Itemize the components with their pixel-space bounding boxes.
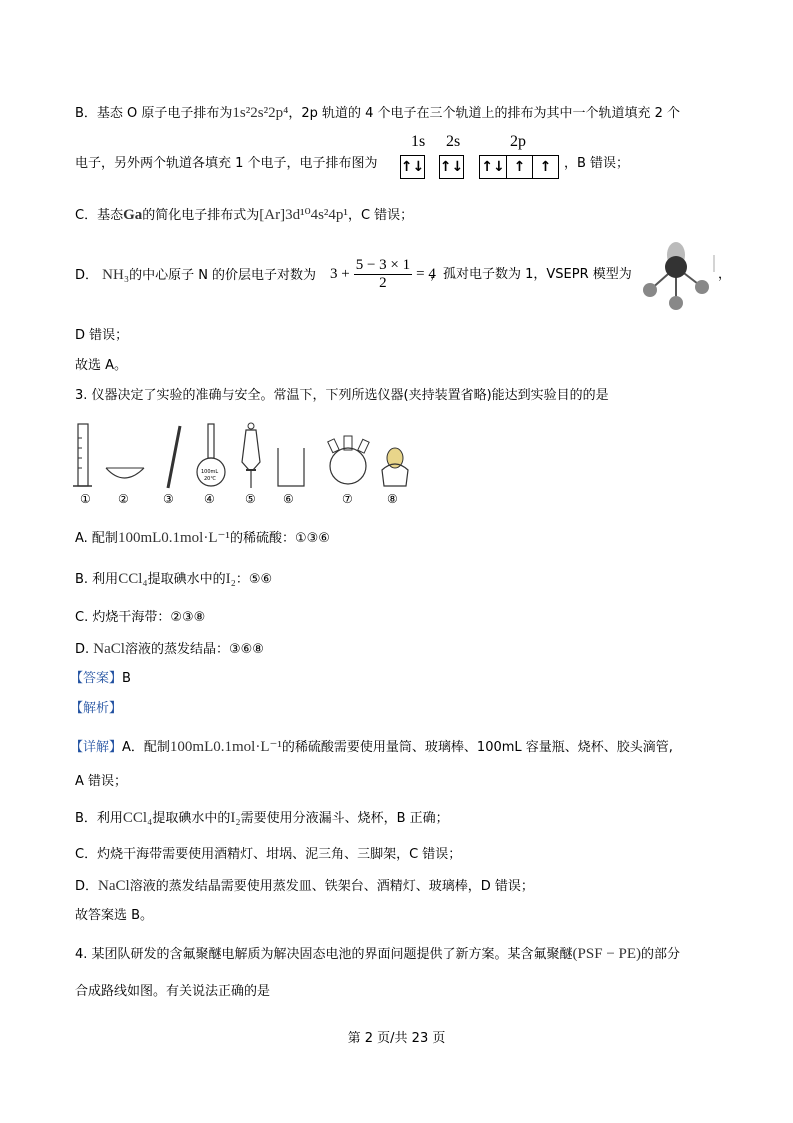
detail-conclusion: 故答案选 B。 — [75, 908, 154, 923]
electron-config: [Ar]3d¹⁰4s²4p¹ — [259, 207, 348, 223]
orbital-label-2s: 2s — [446, 133, 461, 150]
option-d-line-cont — [430, 265, 632, 285]
answer-tag: 【答案】 — [70, 671, 123, 686]
d-wrong: D 错误； — [75, 328, 129, 343]
text: A．配制 — [122, 740, 170, 755]
q3-option-c: C. 灼烧干海带：②③⑧ — [75, 610, 206, 625]
fraction-denominator: 2 — [379, 274, 387, 291]
text: ，B 错误； — [564, 156, 630, 171]
formula: CCl₄ — [122, 810, 153, 826]
formula: I₂ — [230, 810, 241, 826]
valence-expression — [330, 251, 436, 297]
orbital-box-1s — [400, 155, 425, 179]
element-symbol: Ga — [123, 207, 143, 223]
text: 电子，另外两个轨道各填充 1 个电子，电子排布图为 — [75, 156, 378, 171]
orbital-diagram — [398, 133, 568, 183]
q4-line1 — [75, 944, 680, 965]
option-d-comma — [718, 265, 731, 285]
formula: (PSF − PE) — [572, 946, 642, 962]
expr-left: 3 + — [330, 265, 350, 282]
detail-d — [75, 876, 534, 897]
answer-line — [70, 669, 131, 689]
instrument-number: ⑥ — [283, 492, 294, 506]
text: 的稀硫酸需要使用量筒、玻璃棒、100mL 容量瓶、烧杯、胶头滴管, — [281, 740, 673, 755]
text: 的中心原子 N 的价层电子对数为 — [129, 268, 317, 283]
vsepr-model-image — [638, 237, 718, 312]
detail-c: C．灼烧干海带需要使用酒精灯、坩埚、泥三角、三脚架，C 错误； — [75, 847, 462, 862]
answer-value: B — [122, 671, 131, 686]
formula: 100mL0.1mol·L⁻¹ — [169, 739, 282, 755]
detail-a-wrong: A 错误； — [75, 774, 128, 789]
orbital-cell: ↑↓ — [480, 156, 507, 178]
text: B．基态 O 原子电子排布为 — [75, 106, 233, 121]
detail-a — [70, 737, 673, 758]
text: ，孤对电子数为 1，VSEPR 模型为 — [430, 267, 632, 282]
option-b-line1 — [75, 103, 680, 124]
text: ， — [718, 267, 732, 282]
instrument-number: ⑦ — [342, 492, 353, 506]
q4-line2: 合成路线如图。有关说法正确的是 — [75, 984, 271, 999]
instrument-number: ③ — [163, 492, 174, 506]
fraction-numerator: 5 − 3 × 1 — [355, 256, 411, 273]
text: D． — [75, 268, 99, 283]
text: D． — [75, 879, 99, 894]
expr-right: = 4 — [416, 265, 436, 282]
orbital-box-2s — [439, 155, 464, 179]
formula: 100mL0.1mol·L⁻¹ — [117, 530, 230, 546]
flask-text-volume: 100mL — [201, 469, 219, 475]
orbital-cell: ↑ — [507, 156, 533, 178]
q3-stem: 3. 仪器决定了实验的准确与安全。常温下，下列所选仪器(夹持装置省略)能达到实验目的的是 — [75, 388, 609, 403]
option-c-line — [75, 205, 413, 226]
q3-option-a — [75, 528, 330, 549]
orbital-box-2p — [479, 155, 559, 179]
text: 提取碘水中的 — [152, 811, 231, 826]
text: 4. 某团队研发的含氟聚醚电解质为解决固态电池的界面问题提供了新方案。某含氟聚醚 — [75, 947, 573, 962]
instrument-number: ① — [80, 492, 91, 506]
q3-option-b — [75, 569, 272, 590]
q3-option-d — [75, 639, 264, 660]
page-footer: 第 2 页/共 23 页 — [347, 1031, 446, 1046]
text: 的稀硫酸：①③⑥ — [229, 531, 330, 546]
text: C．基态 — [75, 208, 124, 223]
orbital-cell: ↑↓ — [439, 159, 464, 175]
flask-text-temp: 20℃ — [204, 476, 216, 482]
orbital-label-2p: 2p — [510, 133, 526, 150]
analysis-tag — [70, 699, 122, 719]
electron-config: 1s²2s²2p⁴ — [232, 105, 289, 121]
orbital-cell: ↑ — [539, 159, 552, 175]
detail-b — [75, 808, 449, 829]
text: 提取碘水中的 — [147, 572, 226, 587]
instrument-number: ⑤ — [245, 492, 256, 506]
orbital-label-1s: 1s — [411, 133, 426, 150]
text: A. 配制 — [75, 531, 118, 546]
text: ，2p 轨道的 4 个电子在三个轨道上的排布为其中一个轨道填充 2 个 — [288, 106, 681, 121]
option-b-line2 — [75, 154, 378, 174]
text: 的部分 — [641, 947, 681, 962]
text: 需要使用分液漏斗、烧杯，B 正确； — [240, 811, 449, 826]
text: B. 利用 — [75, 572, 119, 587]
text: B．利用 — [75, 811, 123, 826]
text: 溶液的蒸发结晶需要使用蒸发皿、铁架台、酒精灯、玻璃棒，D 错误； — [129, 879, 534, 894]
molecule-formula: NH₃ — [102, 267, 130, 283]
orbital-cell: ↑↓ — [400, 159, 425, 175]
formula: I₂ — [225, 571, 236, 587]
text: D. — [75, 642, 94, 657]
text: 的简化电子排布式为 — [142, 208, 260, 223]
formula: NaCl — [93, 641, 125, 657]
fraction — [354, 257, 412, 292]
formula: CCl₄ — [118, 571, 148, 587]
text: 溶液的蒸发结晶：③⑥⑧ — [124, 642, 264, 657]
instrument-number: ② — [118, 492, 129, 506]
analysis-label: 【解析】 — [70, 701, 123, 716]
instrument-number: ④ — [204, 492, 215, 506]
option-d-line — [75, 265, 316, 286]
detail-tag: 【详解】 — [70, 740, 123, 755]
text: ，C 错误； — [347, 208, 414, 223]
formula: NaCl — [98, 878, 130, 894]
instrument-number: ⑧ — [387, 492, 398, 506]
choose-a: 故选 A。 — [75, 358, 128, 373]
instruments-image — [70, 418, 415, 493]
text: ：⑤⑥ — [235, 572, 273, 587]
option-b-line2-suffix — [564, 154, 629, 174]
